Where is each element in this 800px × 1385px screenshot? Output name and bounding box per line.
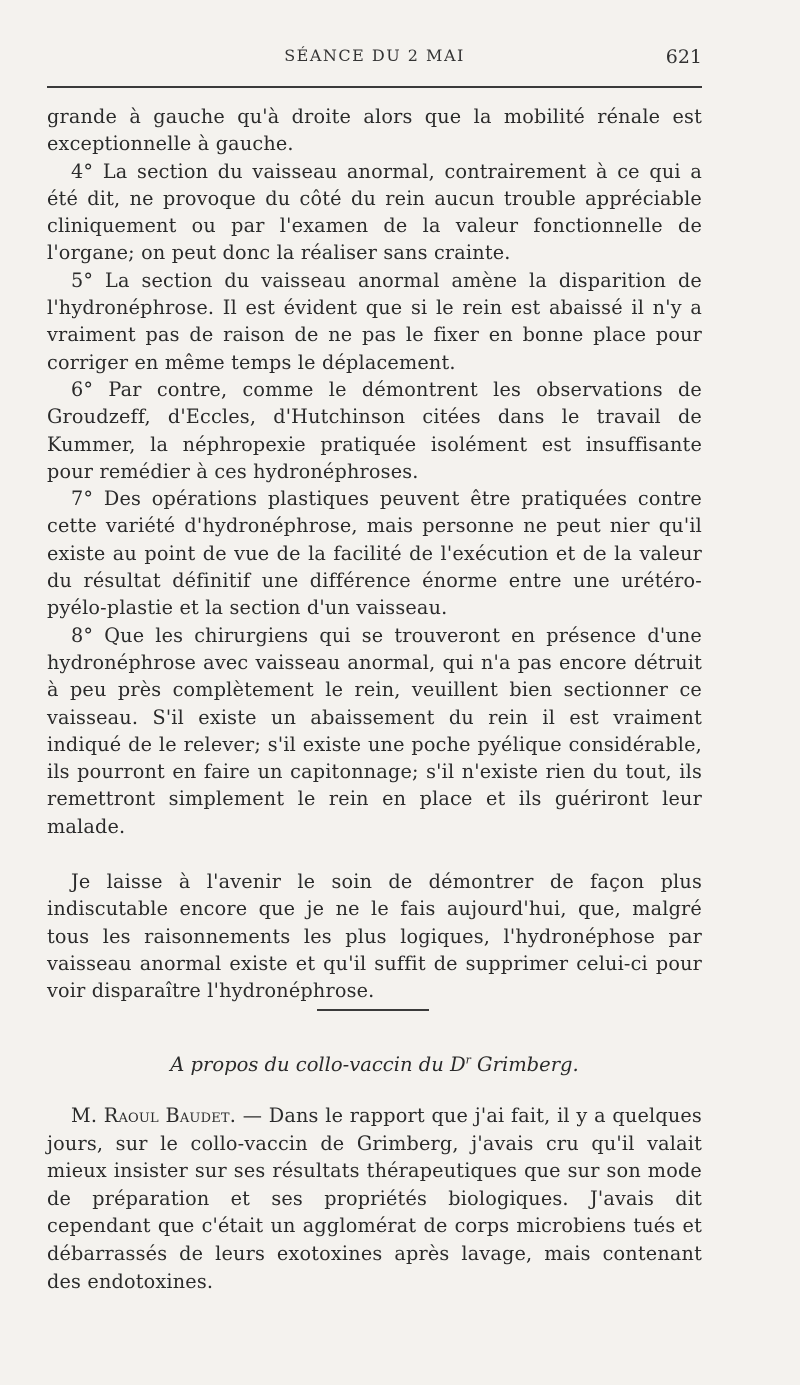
list-item-6: 6° Par contre, comme le démontrent les observations de Groudzeff, d'Eccles, d'Hutchinson citées dans le travail de Kummer, la néphropexie pratiquée isolément est insuffisante pour remédier à ces hydronéphroses. xyxy=(47,377,702,483)
section-title-end: Grimberg. xyxy=(470,1053,579,1076)
list-item-4: 4° La section du vaisseau anormal, contrairement à ce qui a été dit, ne provoque du côté du rein aucun trouble appréciable cliniquement ou par l'examen de la valeur fonctionnelle de l'organe; on peut donc la réaliser sans crainte. xyxy=(47,159,702,265)
running-title: SÉANCE DU 2 MAI xyxy=(284,46,465,65)
continuation-paragraph: grande à gauche qu'à droite alors que la mobilité rénale est exceptionnelle à gauche. xyxy=(47,105,702,156)
section-title-sup: r xyxy=(465,1053,471,1067)
list-item-5: 5° La section du vaisseau anormal amène la disparition de l'hydronéphrose. Il est évident que si le rein est abaissé il n'y a vraiment pas de raison de ne pas le fixer en bonne place pour corriger en même temps le déplacement. xyxy=(47,268,702,374)
section-separator xyxy=(317,1009,429,1011)
paragraph-gap xyxy=(47,840,702,868)
speaker-text: — Dans le rapport que j'ai fait, il y a quelques jours, sur le collo-vaccin de Grimberg, j'avais cru qu'il valait mieux insister sur ses résultats thérapeutiques que sur son mode de préparation et ses propriétés biologiques. J'avais dit cependant que c'était un agglomérat de corps microbiens tués et débarrassés de leurs exotoxines après lavage, mais contenant des endotoxines. xyxy=(47,1104,702,1293)
main-text xyxy=(47,103,702,1005)
speaker-name: M. Raoul Baudet. xyxy=(71,1104,237,1127)
section-title-main: A propos du collo-vaccin du D xyxy=(170,1053,466,1076)
section-text xyxy=(47,1102,702,1295)
running-head xyxy=(47,46,702,70)
list-item-8: 8° Que les chirurgiens qui se trouveront en présence d'une hydronéphrose avec vaisseau anormal, qui n'a pas encore détruit à peu près complètement le rein, veuillent bien sectionner ce vaisseau. S'il existe un abaissement du rein il est vraiment indiqué de le relever; s'il existe une poche pyélique considérable, ils pourront en faire un capitonnage; s'il n'existe rien du tout, ils remettront simplement le rein en place et ils guériront leur malade. xyxy=(47,623,702,838)
list-item-7: 7° Des opérations plastiques peuvent être pratiquées contre cette variété d'hydronéphrose, mais personne ne peut nier qu'il existe au point de vue de la facilité de l'exécution et de la valeur du résultat définitif une différence énorme entre une urétéro-pyélo-plastie et la section d'un vaisseau. xyxy=(47,487,702,620)
header-rule xyxy=(47,86,702,88)
section-title xyxy=(47,1053,702,1076)
page-number: 621 xyxy=(665,46,702,68)
speaker-paragraph xyxy=(47,1102,702,1295)
conclusion-paragraph: Je laisse à l'avenir le soin de démontrer de façon plus indiscutable encore que je ne le fais aujourd'hui, que, malgré tous les raisonnements les plus logiques, l'hydronéphose par vaisseau anormal existe et qu'il suffit de supprimer celui-ci pour voir disparaître l'hydronéphrose. xyxy=(47,870,702,1003)
